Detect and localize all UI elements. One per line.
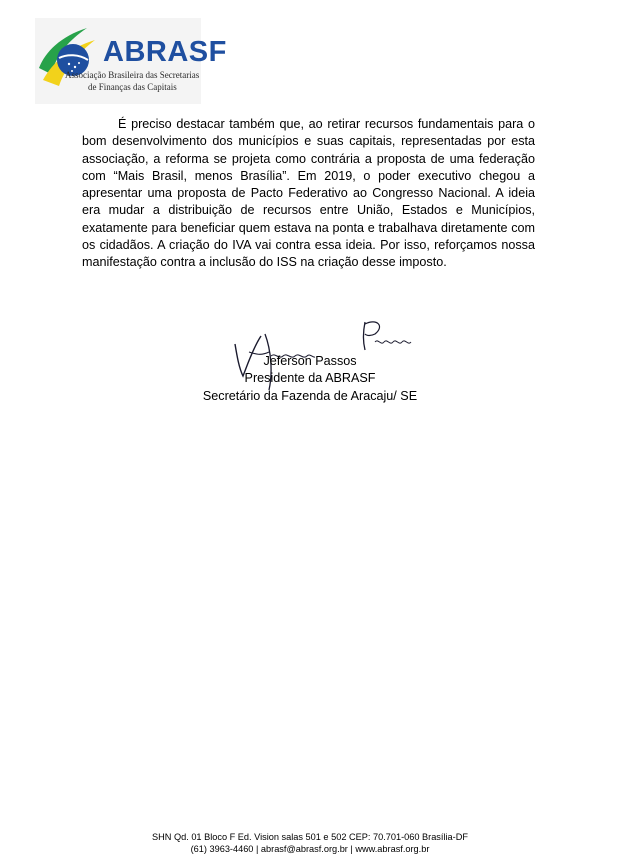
footer-contact: (61) 3963-4460 | abrasf@abrasf.org.br | www.abrasf.org.br — [190, 843, 430, 854]
signature-block — [180, 353, 440, 405]
footer-address: SHN Qd. 01 Bloco F Ed. Vision salas 501 e 502 CEP: 70.701-060 Brasília-DF — [152, 832, 468, 842]
abrasf-logo — [35, 18, 227, 104]
logo-subtitle-line2: de Finanças das Capitais — [88, 82, 177, 92]
letter-paragraph: É preciso destacar também que, ao retirar recursos fundamentais para o bom desenvolvimento dos municípios e suas capitais, representadas por esta associação, a reforma se projeta como contrária a proposta de uma federação com “Mais Brasil, menos Brasília”. Em 2019, o poder executivo chegou a apresentar uma proposta de Pacto Federativo ao Congresso Nacional. A ideia era mudar a distribuição de recursos entre União, Estados e Municípios, exatamente para beneficiar quem estava na ponta e trabalhava diretamente com os cidadãos. A criação do IVA vai contra essa ideia. Por isso, reforçamos nossa manifestação contra a inclusão do ISS na criação desse imposto. — [82, 117, 535, 270]
signatory-name: Jeferson Passos — [263, 354, 357, 368]
page-footer — [90, 832, 530, 855]
signatory-title: Presidente da ABRASF — [244, 371, 376, 386]
signatory-role: Secretário da Fazenda de Aracaju/ SE — [202, 388, 418, 403]
logo-subtitle-line1: Associação Brasileira das Secretarias — [65, 70, 200, 80]
logo-wordmark: ABRASF — [103, 36, 227, 68]
